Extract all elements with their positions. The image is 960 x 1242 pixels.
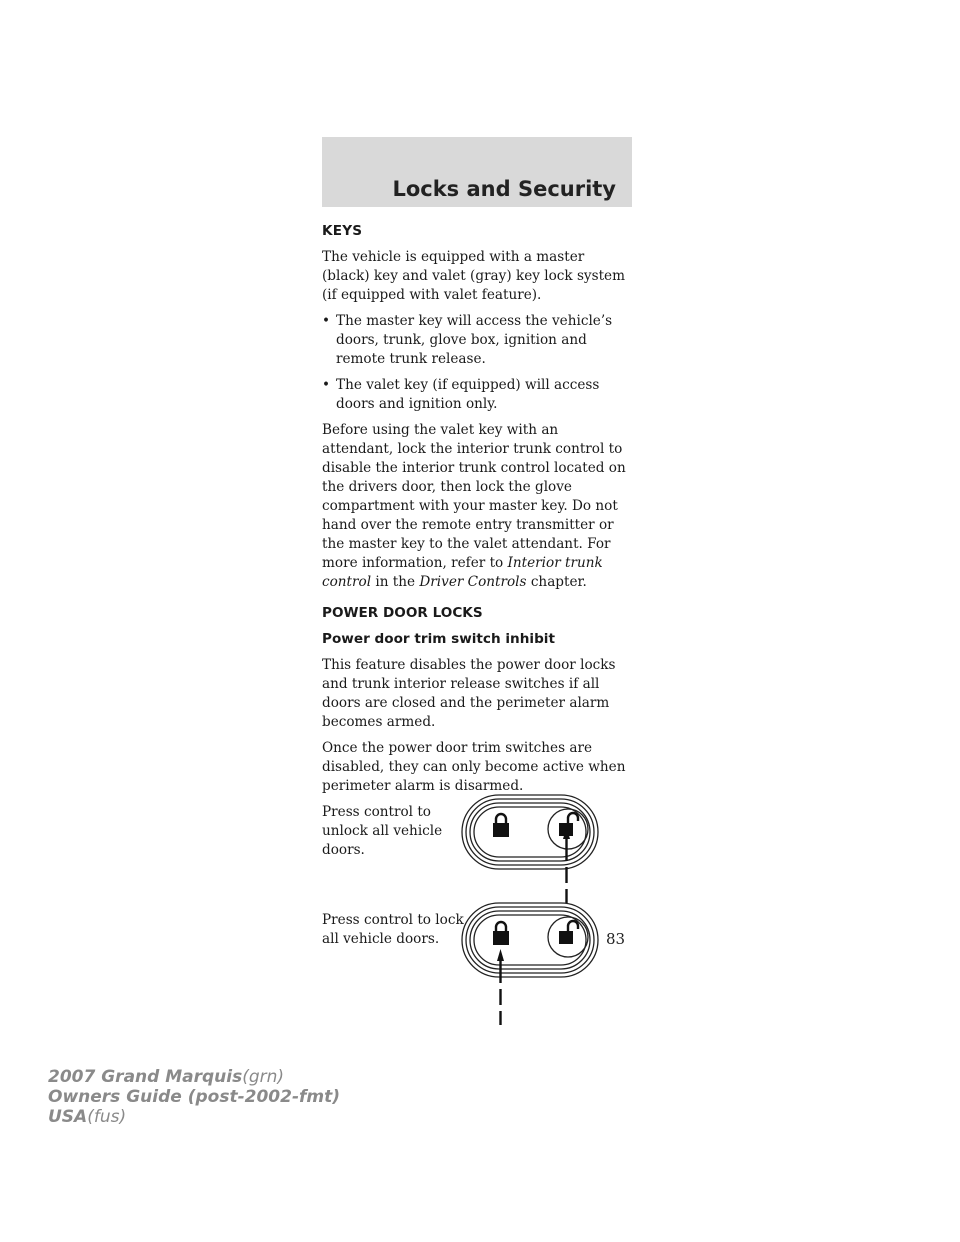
- keys-intro: The vehicle is equipped with a master (black) key and valet (gray) key lock system (if equipped with valet feature).: [322, 249, 625, 303]
- power-locks-para2: Once the power door trim switches are disabled, they can only become active when perimeter alarm is disarmed.: [322, 740, 626, 794]
- footer-market: USA: [48, 1107, 88, 1127]
- page-number: 83: [606, 930, 626, 948]
- bullet-dot: •: [322, 313, 331, 329]
- power-locks-heading: POWER DOOR LOCKS: [322, 605, 483, 621]
- section-title: Locks and Security: [392, 177, 616, 201]
- chapter-word: chapter.: [526, 574, 587, 590]
- power-locks-subheading: Power door trim switch inhibit: [322, 631, 555, 647]
- bullet-text: The valet key (if equipped) will access doors and ignition only.: [336, 377, 600, 412]
- footer-guide: Owners Guide (post-2002-fmt): [48, 1087, 341, 1107]
- footer-market-code: (fus): [87, 1107, 127, 1127]
- padlock-closed-icon: [493, 922, 509, 945]
- bullet-item: [322, 312, 632, 369]
- pointer-arrow-icon: [497, 949, 504, 1025]
- footer-line-1: [48, 1067, 340, 1087]
- page-content: [322, 222, 632, 1019]
- padlock-closed-icon: [493, 814, 509, 837]
- footer-model-code: (grn): [242, 1067, 285, 1087]
- footer-line-2: [48, 1087, 340, 1107]
- bullet-text: The master key will access the vehicle’s doors, trunk, glove box, ignition and remote trunk release.: [336, 313, 613, 367]
- bullet-dot: •: [322, 377, 331, 393]
- padlock-open-icon: [559, 813, 578, 836]
- lock-caption: Press control to lock all vehicle doors.: [322, 912, 464, 947]
- power-locks-para1: This feature disables the power door locks and trunk interior release switches if all doors are closed and the perimeter alarm becomes armed.: [322, 657, 616, 730]
- lock-switch-illustration: [460, 899, 630, 1029]
- unlock-figure-row: [322, 803, 632, 911]
- keys-heading: KEYS: [322, 223, 363, 239]
- unlock-caption: Press control to unlock all vehicle doors.: [322, 804, 443, 858]
- in-the: in the: [371, 574, 420, 590]
- ref-chapter: Driver Controls: [419, 574, 527, 590]
- footer-model: 2007 Grand Marquis: [48, 1067, 243, 1087]
- document-footer: [48, 1067, 340, 1127]
- valet-text: Before using the valet key with an attendant, lock the interior trunk control to disable the interior trunk control located on the drivers door, then lock the glove compartment with your master key. Do not hand over the remote entry transmitter or the master key to the valet attendant. For more information, refer to: [322, 422, 626, 571]
- valet-paragraph: [322, 421, 632, 592]
- bullet-item: [322, 376, 632, 414]
- ref-topic: Interior trunk control: [322, 555, 603, 590]
- padlock-open-icon: [559, 921, 578, 944]
- header-band: [322, 137, 632, 207]
- unlock-switch-illustration: [460, 791, 630, 911]
- lock-figure-row: [322, 911, 632, 1019]
- footer-line-3: [48, 1107, 340, 1127]
